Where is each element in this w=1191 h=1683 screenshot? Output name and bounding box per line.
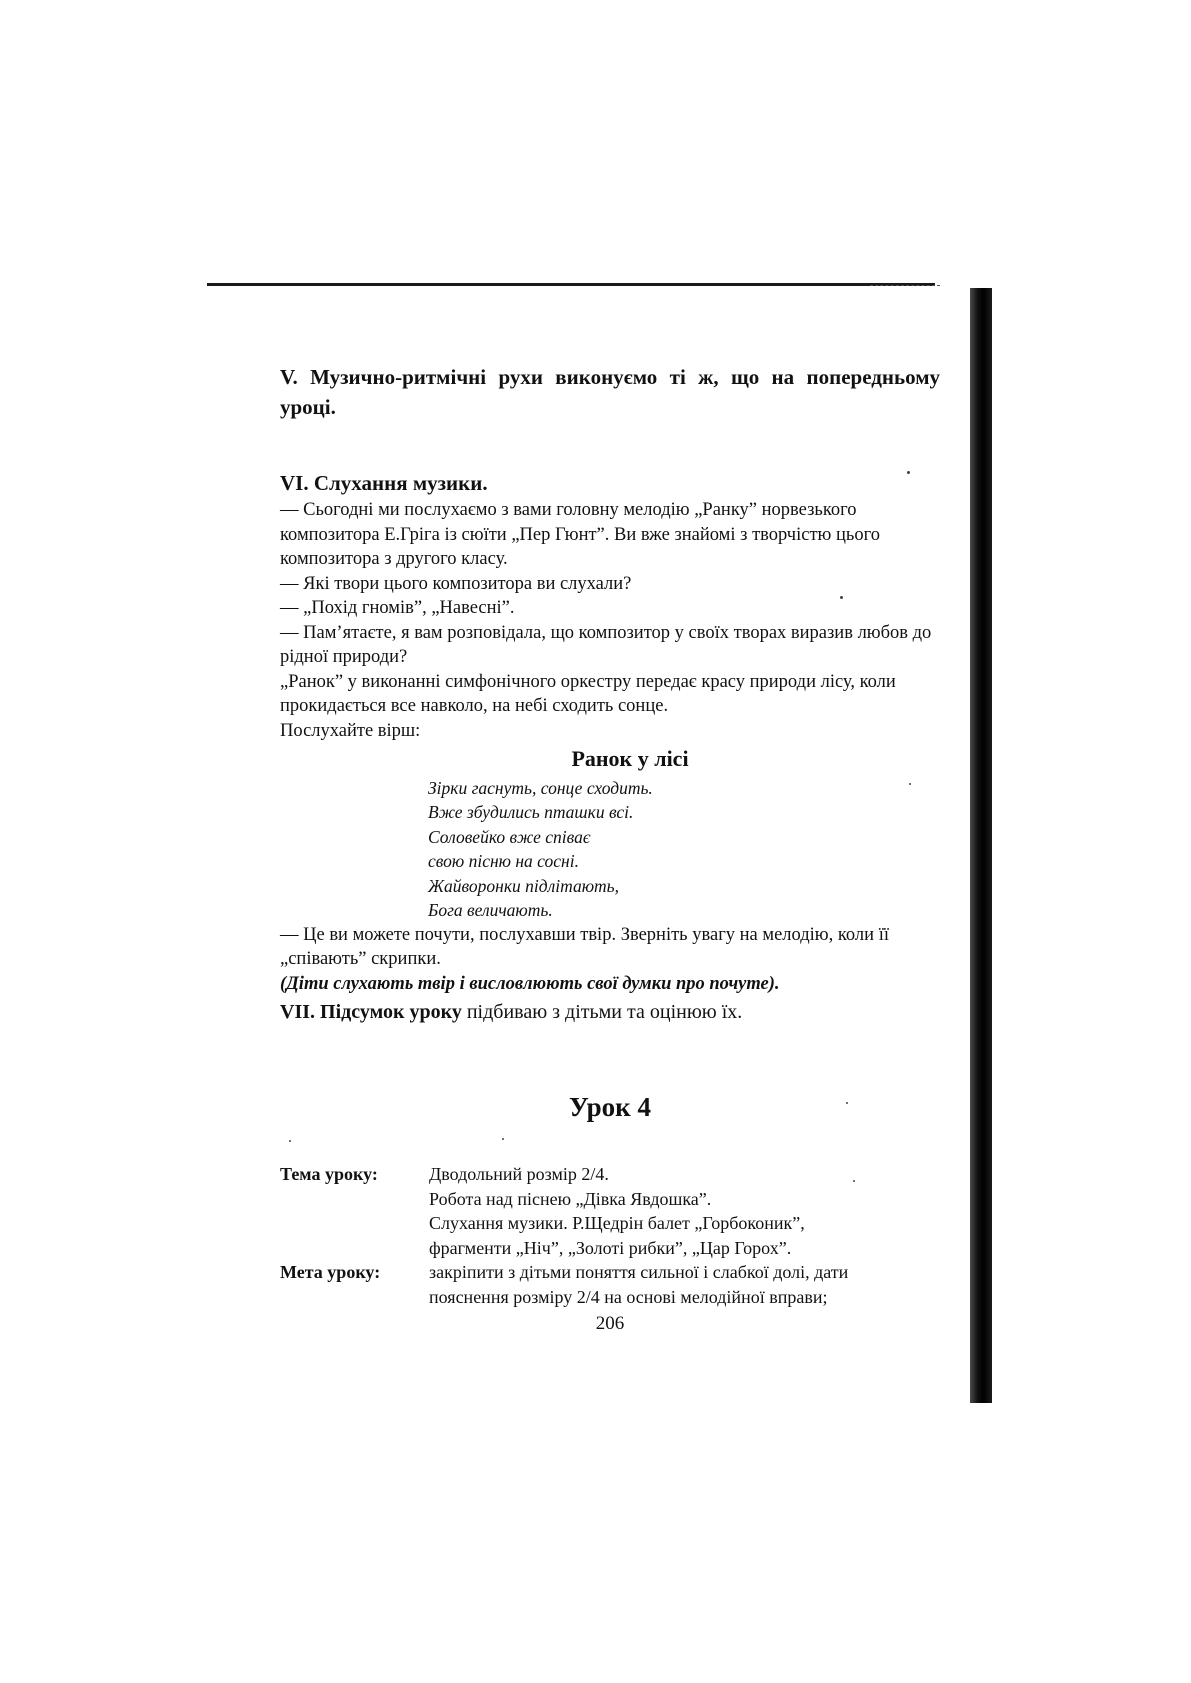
scan-speck: [840, 596, 843, 599]
scan-edge-shadow: [970, 288, 992, 1403]
topic-line: Робота над піснею „Дівка Явдошка”.: [429, 1188, 712, 1209]
poem-title: Ранок у лісі: [571, 746, 689, 771]
top-rule-tail: [870, 285, 940, 287]
scan-speck: [853, 1180, 855, 1182]
lesson-title: Урок 4: [569, 1092, 651, 1122]
scan-speck: [907, 471, 910, 474]
top-rule: [207, 283, 935, 286]
topic-row: [280, 1162, 940, 1260]
section-vii-heading: VII. Підсумок уроку: [280, 1001, 462, 1023]
section-v-heading: V. Музично-ритмічні рухи виконуємо ті ж, що на попередньому уроці.: [280, 365, 940, 419]
scan-speck: [909, 783, 911, 785]
poem-line: свою пісню на сосні.: [428, 851, 579, 871]
stage-note: (Діти слухають твір і висловлюють свої думки про почуте).: [280, 973, 780, 994]
poem-line: Вже збудились пташки всі.: [428, 802, 634, 822]
paragraph-question: — Які твори цього композитора ви слухали?: [280, 573, 632, 594]
section-vi-heading: VI. Слухання музики.: [280, 471, 488, 495]
poem-line: Бога величають.: [428, 900, 553, 920]
paragraph-violins: — Це ви можете почути, послухавши твір. Зверніть увагу на мелодію, коли її „співають” скрипки.: [280, 924, 889, 969]
topic-values: [429, 1162, 940, 1260]
paragraph-listen-poem: Послухайте вірш:: [280, 720, 421, 741]
scan-speck: [502, 1138, 504, 1140]
section-vii-text: підбиваю з дітьми та оцінюю їх.: [461, 1001, 743, 1023]
goal-label: Мета уроку:: [280, 1262, 381, 1282]
topic-line: Дводольний розмір 2/4.: [429, 1164, 609, 1184]
goal-row: [280, 1260, 940, 1309]
paragraph-answer: — „Похід гномів”, „Навесні”.: [280, 598, 515, 618]
scan-speck: [289, 1140, 291, 1142]
topic-line: фрагменти „Ніч”, „Золоті рибки”, „Цар Горох”.: [429, 1237, 792, 1258]
goal-line: пояснення розміру 2/4 на основі мелодійної вправи;: [429, 1286, 828, 1307]
poem-line: Соловейко вже співає: [428, 826, 591, 847]
goal-line: закріпити з дітьми поняття сильної і слабкої долі, дати: [429, 1262, 849, 1282]
section-vii: [280, 998, 940, 1026]
paragraph-morning: „Ранок” у виконанні симфонічного оркестру передає красу природи лісу, коли прокидається все навколо, на небі сходить сонце.: [280, 671, 896, 716]
page-body: [280, 362, 940, 1026]
page-number: 206: [595, 1313, 625, 1334]
paragraph-intro: — Сьогодні ми послухаємо з вами головну мелодію „Ранку” норвезького композитора Е.Гріга із сюїти „Пер Гюнт”. Ви вже знайомі з творчістю цього композитора з другого класу.: [280, 500, 880, 569]
topic-label: Тема уроку:: [280, 1164, 378, 1184]
goal-values: [429, 1260, 940, 1309]
poem-body: [428, 776, 940, 923]
paragraph-remember: — Пам’ятаєте, я вам розповідала, що композитор у своїх творах виразив любов до рідної природи?: [280, 622, 932, 667]
lesson-info: [280, 1162, 940, 1309]
scan-speck: [846, 1102, 848, 1104]
poem-line: Зірки гаснуть, сонце сходить.: [428, 777, 653, 798]
poem-line: Жайворонки підлітають,: [428, 875, 620, 896]
topic-line: Слухання музики. Р.Щедрін балет „Горбоконик”,: [429, 1213, 805, 1233]
